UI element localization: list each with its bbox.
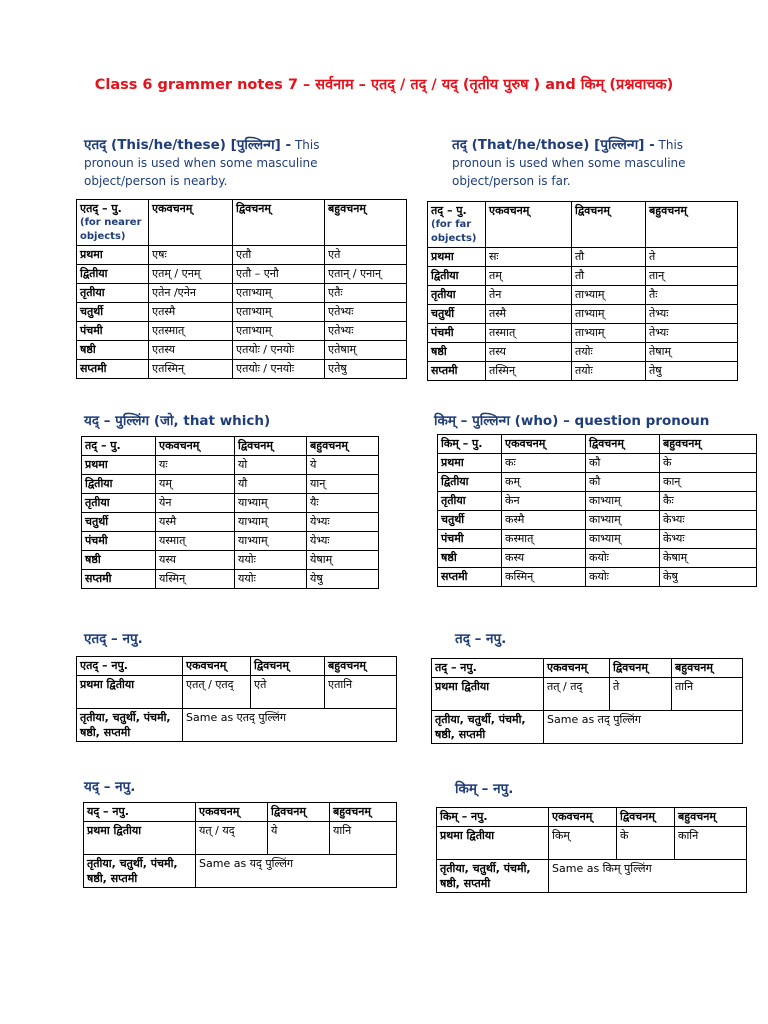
tad-heading-main: तद् (That/he/those) [पुल्लिन्ग] - [452, 137, 655, 153]
header-cell: द्विवचनम् [235, 437, 307, 456]
table-cell: एतत् / एतद् [183, 676, 251, 709]
table-cell: तत् / तद् [544, 678, 610, 711]
table-cell: यस्मात् [156, 532, 235, 551]
table-cell: एतान् / एनान् [325, 265, 407, 284]
header-cell: द्विवचनम् [268, 803, 330, 822]
table-cell: याभ्याम् [235, 513, 307, 532]
case-cell: तृतीया, चतुर्थी, पंचमी, षष्ठी, सप्तमी [77, 709, 183, 742]
table-cell: एताभ्याम् [233, 303, 325, 322]
header-cell: बहुवचनम् [672, 659, 743, 678]
kim-neut-table [436, 807, 747, 893]
table-cell: तेषाम् [646, 343, 738, 362]
table-row [438, 511, 757, 530]
header-cell: एकवचनम् [502, 435, 586, 454]
case-cell: प्रथमा [428, 248, 486, 267]
table-cell: ताभ्याम् [572, 286, 646, 305]
case-cell: षष्ठी [77, 341, 149, 360]
table-cell: यस्मै [156, 513, 235, 532]
table-cell: याभ्याम् [235, 494, 307, 513]
table-header-row [77, 200, 407, 246]
table-row [432, 678, 743, 711]
table-row [82, 551, 379, 570]
table-row [84, 822, 397, 855]
table-cell: यो [235, 456, 307, 475]
table-row [77, 709, 397, 742]
table-cell: Same as यद् पुल्लिंग [196, 855, 397, 888]
case-cell: सप्तमी [428, 362, 486, 381]
etad-heading-desc2: pronoun is used when some masculine [84, 156, 318, 170]
table-cell: येभ्यः [307, 513, 379, 532]
tad-n-heading [455, 630, 506, 648]
case-cell: चतुर्थी [77, 303, 149, 322]
table-row [82, 475, 379, 494]
table-cell: यस्य [156, 551, 235, 570]
table-row [428, 324, 738, 343]
header-note: (for nearer objects) [80, 217, 142, 242]
case-cell: प्रथमा द्वितीया [84, 822, 196, 855]
header-cell: द्विवचनम् [586, 435, 660, 454]
table-cell: एतेषाम् [325, 341, 407, 360]
table-cell: केभ्यः [660, 511, 757, 530]
table-row [77, 341, 407, 360]
table-row [77, 360, 407, 379]
header-note: (for far objects) [431, 219, 477, 244]
table-cell: यैः [307, 494, 379, 513]
case-cell: चतुर्थी [438, 511, 502, 530]
header-cell: तद् – नपु. [432, 659, 544, 678]
table-cell: कान् [660, 473, 757, 492]
table-cell: एतेन /एनेन [149, 284, 233, 303]
table-cell: एतौ – एनौ [233, 265, 325, 284]
kim-masc-table [437, 434, 757, 587]
table-row [428, 343, 738, 362]
table-row [437, 860, 747, 893]
case-cell: प्रथमा द्वितीया [432, 678, 544, 711]
case-cell: तृतीया [82, 494, 156, 513]
table-cell: कस्मात् [502, 530, 586, 549]
table-cell: एतस्मै [149, 303, 233, 322]
case-cell: सप्तमी [82, 570, 156, 589]
yad-n-heading [84, 778, 135, 796]
table-cell: तयोः [572, 362, 646, 381]
table-cell: Same as तद् पुल्लिंग [544, 711, 743, 744]
table-cell: कौ [586, 473, 660, 492]
table-cell: कानि [675, 827, 747, 860]
table-cell: तम् [486, 267, 572, 286]
table-cell: येभ्यः [307, 532, 379, 551]
table-cell: काभ्याम् [586, 511, 660, 530]
header-cell: बहुवचनम् [307, 437, 379, 456]
table-cell: एताभ्याम् [233, 322, 325, 341]
table-row [438, 492, 757, 511]
case-cell: तृतीया, चतुर्थी, पंचमी, षष्ठी, सप्तमी [437, 860, 549, 893]
table-cell: यौ [235, 475, 307, 494]
table-cell: तेभ्यः [646, 305, 738, 324]
table-cell: यान् [307, 475, 379, 494]
table-row [82, 513, 379, 532]
etad-heading-desc1: This [291, 138, 320, 152]
tad-n-heading-main: तद् – नपु. [455, 631, 507, 647]
table-row [438, 530, 757, 549]
header-cell: यद् – नपु. [84, 803, 196, 822]
case-cell: प्रथमा [438, 454, 502, 473]
header-cell: एकवचनम् [549, 808, 617, 827]
table-cell: Same as एतद् पुल्लिंग [183, 709, 397, 742]
table-header-row [438, 435, 757, 454]
table-cell: केषाम् [660, 549, 757, 568]
table-cell: कयोः [586, 549, 660, 568]
header-cell: बहुवचनम् [325, 657, 397, 676]
table-cell: काभ्याम् [586, 492, 660, 511]
case-cell: पंचमी [428, 324, 486, 343]
header-cell: बहुवचनम् [325, 200, 407, 246]
table-row [84, 855, 397, 888]
table-cell: तेन [486, 286, 572, 305]
case-cell: तृतीया, चतुर्थी, पंचमी, षष्ठी, सप्तमी [84, 855, 196, 888]
case-cell: प्रथमा द्वितीया [77, 676, 183, 709]
table-row [437, 827, 747, 860]
page-title: Class 6 grammer notes 7 – सर्वनाम – एतद् / तद् / यद् (तृतीय पुरुष ) and किम् (प्रश्नवाचक) [94, 77, 674, 93]
case-cell: सप्तमी [77, 360, 149, 379]
table-row [77, 265, 407, 284]
table-cell: यः [156, 456, 235, 475]
kim-heading [434, 412, 709, 430]
header-cell: एकवचनम् [544, 659, 610, 678]
table-cell: ये [268, 822, 330, 855]
table-cell: एषः [149, 246, 233, 265]
etad-heading-desc3: object/person is nearby. [84, 174, 228, 188]
header-cell: द्विवचनम् [233, 200, 325, 246]
table-cell: Same as किम् पुल्लिंग [549, 860, 747, 893]
table-row [77, 284, 407, 303]
table-cell: काभ्याम् [586, 530, 660, 549]
header-cell: एकवचनम् [156, 437, 235, 456]
table-cell: तौ [572, 267, 646, 286]
table-cell: सः [486, 248, 572, 267]
table-cell: तस्मै [486, 305, 572, 324]
table-cell: एतयोः / एनयोः [233, 360, 325, 379]
case-cell: षष्ठी [438, 549, 502, 568]
table-cell: यानि [330, 822, 397, 855]
etad-n-heading-main: एतद् – नपु. [84, 631, 143, 647]
table-row [82, 456, 379, 475]
case-cell: तृतीया [428, 286, 486, 305]
case-cell: षष्ठी [82, 551, 156, 570]
tad-heading-desc3: object/person is far. [452, 174, 571, 188]
table-cell: तौ [572, 248, 646, 267]
table-cell: एतस्य [149, 341, 233, 360]
case-cell: द्वितीया [82, 475, 156, 494]
table-cell: एतैः [325, 284, 407, 303]
case-cell: चतुर्थी [82, 513, 156, 532]
etad-neut-table [76, 656, 397, 742]
table-cell: यत् / यद् [196, 822, 268, 855]
table-cell: एतेषु [325, 360, 407, 379]
case-cell: प्रथमा [82, 456, 156, 475]
table-cell: तानि [672, 678, 743, 711]
table-cell: तान् [646, 267, 738, 286]
header-cell: द्विवचनम् [251, 657, 325, 676]
yad-heading [84, 412, 270, 430]
table-row [77, 246, 407, 265]
table-header-row [82, 437, 379, 456]
header-cell: द्विवचनम् [572, 202, 646, 248]
header-cell: तद् – पु. (for far objects) [428, 202, 486, 248]
table-cell: केभ्यः [660, 530, 757, 549]
table-cell: कस्य [502, 549, 586, 568]
yad-masc-table [81, 436, 379, 589]
etad-n-heading [84, 630, 143, 648]
case-cell: पंचमी [438, 530, 502, 549]
table-cell: कम् [502, 473, 586, 492]
table-header-row [77, 657, 397, 676]
table-cell: एताभ्याम् [233, 284, 325, 303]
table-row [82, 494, 379, 513]
table-row [77, 303, 407, 322]
table-cell: तस्मिन् [486, 362, 572, 381]
table-cell: तस्मात् [486, 324, 572, 343]
header-cell: द्विवचनम् [610, 659, 672, 678]
header-cell: एकवचनम् [196, 803, 268, 822]
table-header-row [432, 659, 743, 678]
case-cell: तृतीया [77, 284, 149, 303]
table-cell: एते [325, 246, 407, 265]
table-cell: एतस्मात् [149, 322, 233, 341]
table-cell: कः [502, 454, 586, 473]
table-cell: तेषु [646, 362, 738, 381]
header-cell: एतद् – पु. (for nearer objects) [77, 200, 149, 246]
kim-n-heading-main: किम् – नपु. [455, 781, 514, 797]
table-cell: कस्मै [502, 511, 586, 530]
case-cell: द्वितीया [77, 265, 149, 284]
case-cell: तृतीया [438, 492, 502, 511]
case-cell: प्रथमा [77, 246, 149, 265]
header-cell: बहुवचनम् [675, 808, 747, 827]
table-cell: ताभ्याम् [572, 324, 646, 343]
table-header-row [428, 202, 738, 248]
table-row [438, 549, 757, 568]
table-cell: एतानि [325, 676, 397, 709]
table-cell: एतम् / एनम् [149, 265, 233, 284]
header-cell: एकवचनम् [183, 657, 251, 676]
header-cell: एकवचनम् [486, 202, 572, 248]
table-row [428, 267, 738, 286]
tad-heading-desc2: pronoun is used when some masculine [452, 156, 686, 170]
table-header-row [84, 803, 397, 822]
header-cell: तद् – पु. [82, 437, 156, 456]
table-cell: तेभ्यः [646, 324, 738, 343]
header-cell: द्विवचनम् [617, 808, 675, 827]
table-row [77, 322, 407, 341]
table-cell: येषु [307, 570, 379, 589]
table-cell: ताभ्याम् [572, 305, 646, 324]
table-cell: ये [307, 456, 379, 475]
case-cell: प्रथमा द्वितीया [437, 827, 549, 860]
case-cell: सप्तमी [438, 568, 502, 587]
table-cell: तस्य [486, 343, 572, 362]
table-cell: कैः [660, 492, 757, 511]
table-cell: ते [646, 248, 738, 267]
table-row [438, 454, 757, 473]
header-cell: एकवचनम् [149, 200, 233, 246]
table-row [428, 286, 738, 305]
header-cell: किम् – नपु. [437, 808, 549, 827]
kim-n-heading [455, 780, 513, 798]
table-row [432, 711, 743, 744]
table-cell: याभ्याम् [235, 532, 307, 551]
table-cell: कयोः [586, 568, 660, 587]
table-row [438, 473, 757, 492]
tad-masc-table [427, 201, 738, 381]
case-cell: षष्ठी [428, 343, 486, 362]
header-cell: किम् – पु. [438, 435, 502, 454]
table-cell: के [660, 454, 757, 473]
table-cell: केषु [660, 568, 757, 587]
table-cell: येन [156, 494, 235, 513]
yad-neut-table [83, 802, 397, 888]
table-cell: एतेभ्यः [325, 322, 407, 341]
case-cell: द्वितीया [438, 473, 502, 492]
header-cell: बहुवचनम् [330, 803, 397, 822]
table-cell: एतस्मिन् [149, 360, 233, 379]
table-cell: कौ [586, 454, 660, 473]
table-cell: केन [502, 492, 586, 511]
yad-heading-main: यद् – पुल्लिंग (जो, that which) [84, 413, 271, 429]
table-cell: तयोः [572, 343, 646, 362]
table-header-row [437, 808, 747, 827]
case-cell: द्वितीया [428, 267, 486, 286]
table-cell: एतेभ्यः [325, 303, 407, 322]
kim-heading-main: किम् – पुल्लिन्ग (who) – question pronoun [434, 413, 710, 429]
table-row [428, 248, 738, 267]
header-cell: बहुवचनम् [660, 435, 757, 454]
etad-heading [84, 136, 374, 190]
etad-heading-main: एतद् (This/he/these) [पुल्लिन्ग] - [84, 137, 292, 153]
header-cell: एतद् – नपु. [77, 657, 183, 676]
table-cell: यम् [156, 475, 235, 494]
table-cell: तैः [646, 286, 738, 305]
etad-masc-table [76, 199, 407, 379]
table-cell: कस्मिन् [502, 568, 586, 587]
table-row [82, 532, 379, 551]
table-row [438, 568, 757, 587]
header-cell: बहुवचनम् [646, 202, 738, 248]
table-cell: यस्मिन् [156, 570, 235, 589]
tad-heading [452, 136, 742, 190]
table-cell: ययोः [235, 551, 307, 570]
table-row [82, 570, 379, 589]
tad-neut-table [431, 658, 743, 744]
table-row [428, 362, 738, 381]
case-cell: तृतीया, चतुर्थी, पंचमी, षष्ठी, सप्तमी [432, 711, 544, 744]
table-row [77, 676, 397, 709]
table-cell: एतौ [233, 246, 325, 265]
yad-n-heading-main: यद् – नपु. [84, 779, 136, 795]
table-cell: के [617, 827, 675, 860]
table-cell: एतयोः / एनयोः [233, 341, 325, 360]
table-cell: ते [610, 678, 672, 711]
table-cell: किम् [549, 827, 617, 860]
case-cell: पंचमी [82, 532, 156, 551]
table-cell: येषाम् [307, 551, 379, 570]
case-cell: पंचमी [77, 322, 149, 341]
tad-heading-desc1: This [654, 138, 684, 152]
table-row [428, 305, 738, 324]
table-cell: एते [251, 676, 325, 709]
case-cell: चतुर्थी [428, 305, 486, 324]
table-cell: ययोः [235, 570, 307, 589]
